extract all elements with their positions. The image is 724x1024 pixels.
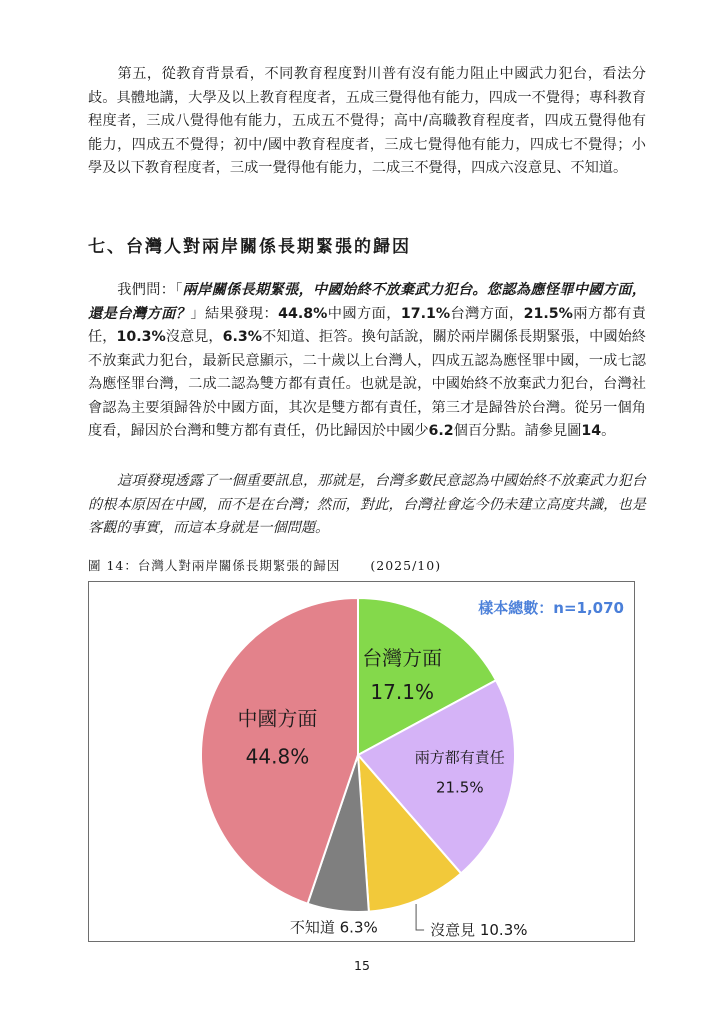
- p2-text-5: 不知道、拒答。換句話說，關於兩岸關係長期緊張，中國始終不放棄武力犯台，最新民意顯示，二十歲以上台灣人，四成五認為應怪罪中國，一成七認為應怪罪台灣，二成二認為雙方都有責任。也就是說，中國始終不放棄武力犯台，台灣社會認為主要須歸咎於中國方面，其次是雙方都有責任，第三才是歸咎於台灣。從另一個角度看，歸因於台灣和雙方都有責任，仍比歸因於中國少: [88, 329, 646, 439]
- stat-dont-know: 6.3%: [222, 329, 262, 345]
- p2-text-4: 沒意見，: [165, 329, 223, 345]
- leader-line-no-opinion: [416, 904, 424, 930]
- figure-date: (2025/10): [370, 558, 442, 573]
- p2-lead: 我們問：「: [117, 282, 183, 298]
- slice-label-china-value: 44.8%: [245, 744, 310, 769]
- slice-label-both-value: 21.5%: [435, 778, 484, 797]
- figure-caption: [88, 556, 441, 574]
- survey-question: 兩岸關係長期緊張，中國始終不放棄武力犯台。您認為應怪罪中國方面，還是台灣方面？: [88, 282, 646, 322]
- p2-text-2: 台灣方面，: [450, 305, 524, 322]
- p2-text-6: 個百分點。請參見圖: [453, 423, 582, 439]
- pie-chart: [89, 582, 636, 943]
- p2-text-1: 中國方面，: [327, 305, 401, 322]
- slice-label-china-name: 中國方面: [237, 706, 318, 731]
- p2-text-7: 。: [601, 423, 616, 439]
- p2-after-question: 」結果發現：: [190, 305, 279, 322]
- paragraph-education: [88, 63, 646, 181]
- p2-text-3: 兩方都有責任，: [88, 305, 646, 345]
- section-heading: 七、台灣人對兩岸關係長期緊張的歸因: [88, 237, 411, 257]
- sample-size-label: 樣本總數：n=1,070: [478, 599, 624, 617]
- paragraph-survey-result: [88, 279, 646, 444]
- stat-difference: 6.2: [428, 423, 454, 439]
- stat-no-opinion: 10.3%: [116, 329, 166, 345]
- paragraph-message: [88, 470, 646, 541]
- page-number: 15: [354, 958, 370, 973]
- paragraph-education-text: 第五，從教育背景看，不同教育程度對川普有沒有能力阻止中國武力犯台，看法分歧。具體地講，大學及以上教育程度者，五成三覺得他有能力，四成一不覺得；專科教育程度者，三成八覺得他有能力，五成五不覺得；高中/高職教育程度者，四成五覺得他有能力，四成五不覺得；初中/國中教育程度者，三成七覺得他有能力，四成七不覺得；小學及以下教育程度者，三成一覺得他有能力，二成三不覺得，四成六沒意見、不知道。: [88, 66, 646, 176]
- paragraph-message-text: 這項發現透露了一個重要訊息，那就是，台灣多數民意認為中國始終不放棄武力犯台的根本原因在中國，而不是在台灣；然而，對此，台灣社會迄今仍未建立高度共識，也是客觀的事實，而這本身就是一個問題。: [88, 473, 646, 536]
- slice-label-dont-know: 不知道 6.3%: [289, 918, 378, 937]
- pie-chart-frame: [88, 581, 635, 942]
- stat-both: 21.5%: [523, 305, 573, 322]
- stat-taiwan: 17.1%: [400, 305, 451, 322]
- slice-label-no-opinion: 沒意見 10.3%: [430, 921, 528, 940]
- stat-china: 44.8%: [278, 305, 328, 322]
- figure-ref: 14: [581, 423, 602, 439]
- slice-label-taiwan-name: 台灣方面: [362, 645, 443, 670]
- figure-caption-text: 圖 14：台灣人對兩岸關係長期緊張的歸因: [88, 558, 341, 573]
- slice-label-both-name: 兩方都有責任: [414, 748, 505, 767]
- slice-label-taiwan-value: 17.1%: [370, 679, 434, 704]
